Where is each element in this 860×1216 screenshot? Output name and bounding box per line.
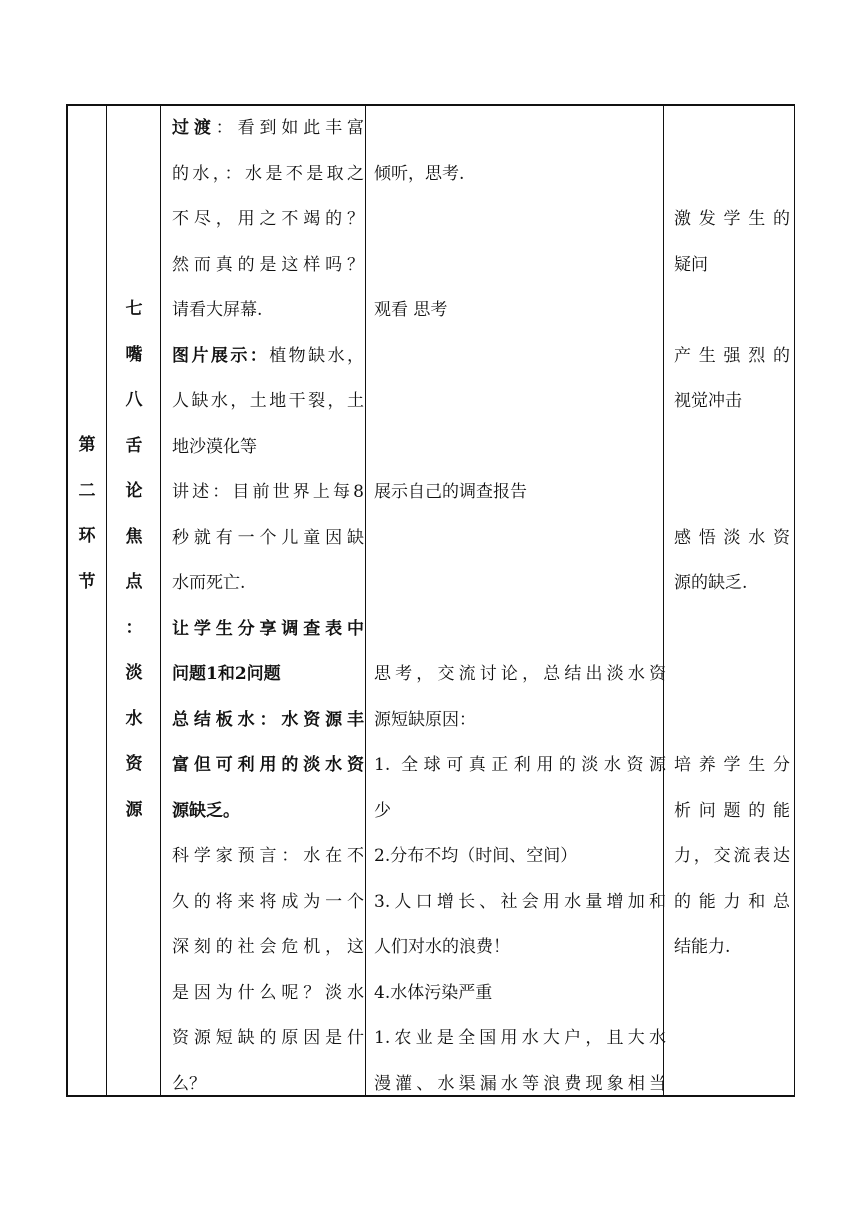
teacher-line: 然而真的是这样吗？ bbox=[172, 254, 364, 275]
student-line: 观看 思考 bbox=[374, 300, 448, 320]
topic-char: 舌 bbox=[125, 435, 143, 456]
intent-line bbox=[674, 425, 790, 471]
intent-line bbox=[674, 698, 790, 744]
topic-char: 八 bbox=[125, 390, 143, 410]
teacher-line: 秒就有一个儿童因缺 bbox=[172, 527, 364, 548]
topic-char: 论 bbox=[125, 481, 143, 501]
teacher-line: 图片展示：植物缺水， bbox=[172, 345, 365, 366]
teacher-line: 人缺水，土地干裂，土 bbox=[172, 391, 364, 411]
intent-line bbox=[674, 607, 790, 653]
student-line: 展示自己的调查报告 bbox=[374, 482, 527, 502]
teacher-line: 地沙漠化等 bbox=[172, 436, 257, 457]
student-line: 倾听，思考. bbox=[374, 163, 465, 184]
section-label-column bbox=[68, 423, 106, 605]
intent-line: 结能力. bbox=[674, 937, 731, 957]
teacher-line: 久的将来将成为一个 bbox=[172, 891, 364, 912]
student-line: 人们对水的浪费！ bbox=[374, 937, 510, 957]
section-char: 二 bbox=[78, 480, 96, 501]
intent-line: 产生强烈的 bbox=[674, 345, 790, 366]
section-char: 第 bbox=[78, 435, 96, 455]
student-line bbox=[374, 425, 666, 471]
teacher-line: 请看大屏幕. bbox=[172, 300, 263, 320]
intent-line bbox=[674, 106, 790, 152]
student-line bbox=[374, 379, 666, 425]
design-intent-column bbox=[674, 106, 790, 971]
topic-char: 水 bbox=[125, 708, 143, 729]
teacher-line: 科学家预言：水在不 bbox=[172, 846, 364, 866]
topic-label-column bbox=[107, 287, 161, 833]
topic-char: 资 bbox=[125, 754, 143, 774]
teacher-line: 问题1和2问题 bbox=[172, 664, 281, 684]
column-divider bbox=[365, 106, 366, 1095]
teacher-line: 水而死亡. bbox=[172, 573, 246, 593]
student-line: 3.人口增长、社会用水量增加和 bbox=[374, 891, 666, 912]
teacher-line: 不尽，用之不竭的？ bbox=[172, 209, 364, 229]
teacher-line: 么？ bbox=[172, 1073, 206, 1094]
topic-char: 嘴 bbox=[125, 344, 143, 365]
intent-line bbox=[674, 652, 790, 698]
student-line bbox=[374, 197, 666, 243]
section-char: 环 bbox=[78, 526, 96, 546]
teacher-line: 资源短缺的原因是什 bbox=[172, 1028, 364, 1048]
student-line: 2.分布不均（时间、空间） bbox=[374, 846, 578, 866]
intent-line bbox=[674, 288, 790, 334]
topic-char: 七 bbox=[125, 299, 143, 319]
student-line: 1. 全球可真正利用的淡水资源 bbox=[374, 755, 666, 775]
lesson-table bbox=[66, 104, 795, 1097]
topic-char: 点 bbox=[125, 572, 143, 592]
teacher-line: 过渡：看到如此丰富 bbox=[172, 118, 364, 138]
intent-line bbox=[674, 152, 790, 198]
student-line bbox=[374, 334, 666, 380]
teacher-line: 源缺乏。 bbox=[172, 800, 240, 821]
intent-line: 感悟淡水资 bbox=[674, 527, 790, 548]
teacher-activity-column bbox=[172, 106, 364, 1107]
student-line: 4.水体污染严重 bbox=[374, 982, 493, 1003]
teacher-line: 富但可利用的淡水资 bbox=[172, 755, 364, 775]
teacher-line: 深刻的社会危机，这 bbox=[172, 937, 364, 957]
student-line: 源短缺原因： bbox=[374, 709, 476, 730]
section-char: 节 bbox=[78, 571, 96, 592]
student-line bbox=[374, 106, 666, 152]
student-line bbox=[374, 516, 666, 562]
student-line: 1.农业是全国用水大户，且大水 bbox=[374, 1028, 666, 1048]
intent-line: 析问题的能 bbox=[674, 800, 790, 821]
teacher-line: 让学生分享调查表中 bbox=[172, 618, 364, 639]
intent-line bbox=[674, 470, 790, 516]
student-line bbox=[374, 243, 666, 289]
teacher-line: 的水，：水是不是取之 bbox=[172, 163, 364, 184]
teacher-line: 讲述：目前世界上每8 bbox=[172, 482, 364, 502]
intent-line: 的能力和总 bbox=[674, 891, 790, 912]
intent-line: 培养学生分 bbox=[674, 755, 790, 775]
topic-char: 焦 bbox=[125, 526, 143, 547]
student-line bbox=[374, 607, 666, 653]
topic-char: 淡 bbox=[125, 663, 143, 683]
topic-char: 源 bbox=[125, 799, 143, 820]
intent-line: 力，交流表达 bbox=[674, 846, 790, 866]
student-line: 少 bbox=[374, 800, 391, 821]
student-activity-column bbox=[374, 106, 666, 1107]
teacher-line: 总结板水：水资源丰 bbox=[172, 709, 364, 730]
intent-line: 视觉冲击 bbox=[674, 391, 742, 411]
teacher-line: 是因为什么呢？淡水 bbox=[172, 982, 364, 1003]
student-line: 思考，交流讨论，总结出淡水资 bbox=[374, 664, 666, 684]
student-line: 漫灌、水渠漏水等浪费现象相当 bbox=[374, 1073, 666, 1094]
intent-line: 疑问 bbox=[674, 254, 708, 275]
intent-line: 激发学生的 bbox=[674, 209, 790, 229]
topic-char: ： bbox=[125, 617, 143, 638]
intent-line: 源的缺乏. bbox=[674, 573, 748, 593]
student-line bbox=[374, 561, 666, 607]
